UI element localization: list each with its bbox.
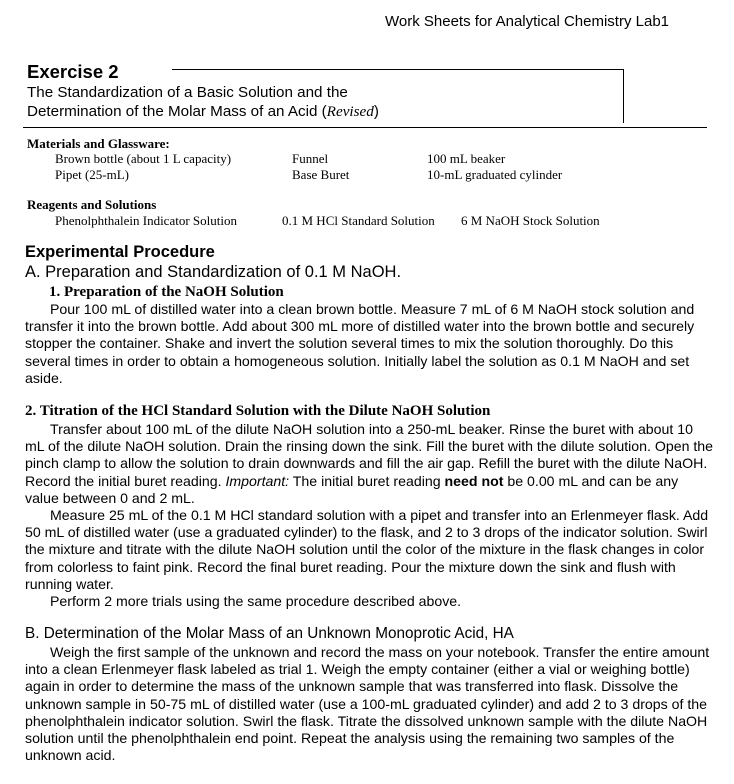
materials-col3 xyxy=(427,151,562,183)
step2-paragraph-1: Transfer about 100 mL of the dilute NaOH solution into a 250-mL beaker. Rinse the buret with about 10 mL of the dilute NaOH solution. Drain the rinsing down the sink. Fill the buret with the dilute solution. Open the pinch clamp to allow the solution to drain downwards and fill the air gap. Refill the buret with the dilute NaOH. Record the initial buret reading. Important: The initial buret reading need not be 0.00 mL and can be any value between 0 and 2 mL. xyxy=(25,421,714,506)
exercise-label: Exercise 2 xyxy=(27,61,119,82)
reagents-heading: Reagents and Solutions xyxy=(27,197,157,212)
step2-paragraph-2: Measure 25 mL of the 0.1 M HCl standard solution with a pipet and transfer into an Erlenmeyer flask. Add 50 mL of distilled water (use a graduated cylinder) to the flask, and 2 to 3 drops of the indicator solution. Swirl the mixture and titrate with the dilute NaOH solution until the color of the mixture in the flask changes in color from colorless to faint pink. Record the final buret reading. Pour the mixture down the sink and flush with running water. xyxy=(25,507,709,592)
page-header: Work Sheets for Analytical Chemistry Lab1 xyxy=(385,13,670,30)
step2-text xyxy=(25,421,715,610)
need-not-emphasis: need not xyxy=(444,472,504,489)
exercise-title-line2: Determination of the Molar Mass of an Acid (Revised) xyxy=(27,102,379,120)
step2-heading: 2. Titration of the HCl Standard Solution with the Dilute NaOH Solution xyxy=(25,403,491,419)
material-item: Brown bottle (about 1 L capacity) xyxy=(55,151,232,166)
section-b-text: Weigh the first sample of the unknown and record the mass on your notebook. Transfer the entire amount into a clean Erlenmeyer flask labeled as trial 1. Weigh the empty container (either a vial or weighing bottle) again in order to determine the mass of the unknown sample that was transferred into flask. Dissolve the unknown sample in 50-75 mL of distilled water (use a 100-mL graduated cylinder) and add 2 to 3 drops of the phenolphthalein indicator solution. Swirl the flask. Titrate the dissolved unknown sample with the dilute NaOH solution until the phenolphthalein end point. Repeat the analysis using the remaining two samples of the unknown acid. xyxy=(25,644,710,764)
step2-paragraph-3: Perform 2 more trials using the same procedure described above. xyxy=(50,593,462,610)
exercise-title-line1: The Standardization of a Basic Solution and the xyxy=(27,84,348,101)
procedure-heading: Experimental Procedure xyxy=(25,243,215,261)
material-item: Pipet (25-mL) xyxy=(55,167,130,182)
important-note: Important: xyxy=(225,472,290,489)
section-divider xyxy=(23,127,707,128)
step1-text: Pour 100 mL of distilled water into a clean brown bottle. Measure 7 mL of 6 M NaOH stock solution and transfer it into the brown bottle. Add about 300 mL more of distilled water into the brown bottle and securely stopper the container. Shake and invert the solution several times to mix the solution thoroughly. Do this several times in order to obtain a homogeneous solution. Initially label the solution as 0.1 M NaOH and set aside. xyxy=(25,301,695,386)
title-side-rule xyxy=(623,69,624,123)
revised-tag: Revised xyxy=(326,102,374,120)
materials-col2 xyxy=(292,151,349,183)
materials-col1 xyxy=(55,151,231,183)
step1-heading: 1. Preparation of the NaOH Solution xyxy=(49,284,284,300)
reagent-item: 6 M NaOH Stock Solution xyxy=(461,213,600,228)
reagent-item: 0.1 M HCl Standard Solution xyxy=(282,213,435,228)
reagent-item: Phenolphthalein Indicator Solution xyxy=(55,213,237,228)
material-item: Base Buret xyxy=(292,167,350,182)
title-rule xyxy=(172,69,624,70)
section-a-heading: A. Preparation and Standardization of 0.1 M NaOH. xyxy=(25,263,402,281)
exercise-title xyxy=(27,84,379,121)
material-item: 10-mL graduated cylinder xyxy=(427,167,563,182)
materials-heading: Materials and Glassware: xyxy=(27,136,170,151)
material-item: 100 mL beaker xyxy=(427,151,506,166)
material-item: Funnel xyxy=(292,151,329,166)
section-b-heading: B. Determination of the Molar Mass of an Unknown Monoprotic Acid, HA xyxy=(25,625,514,642)
